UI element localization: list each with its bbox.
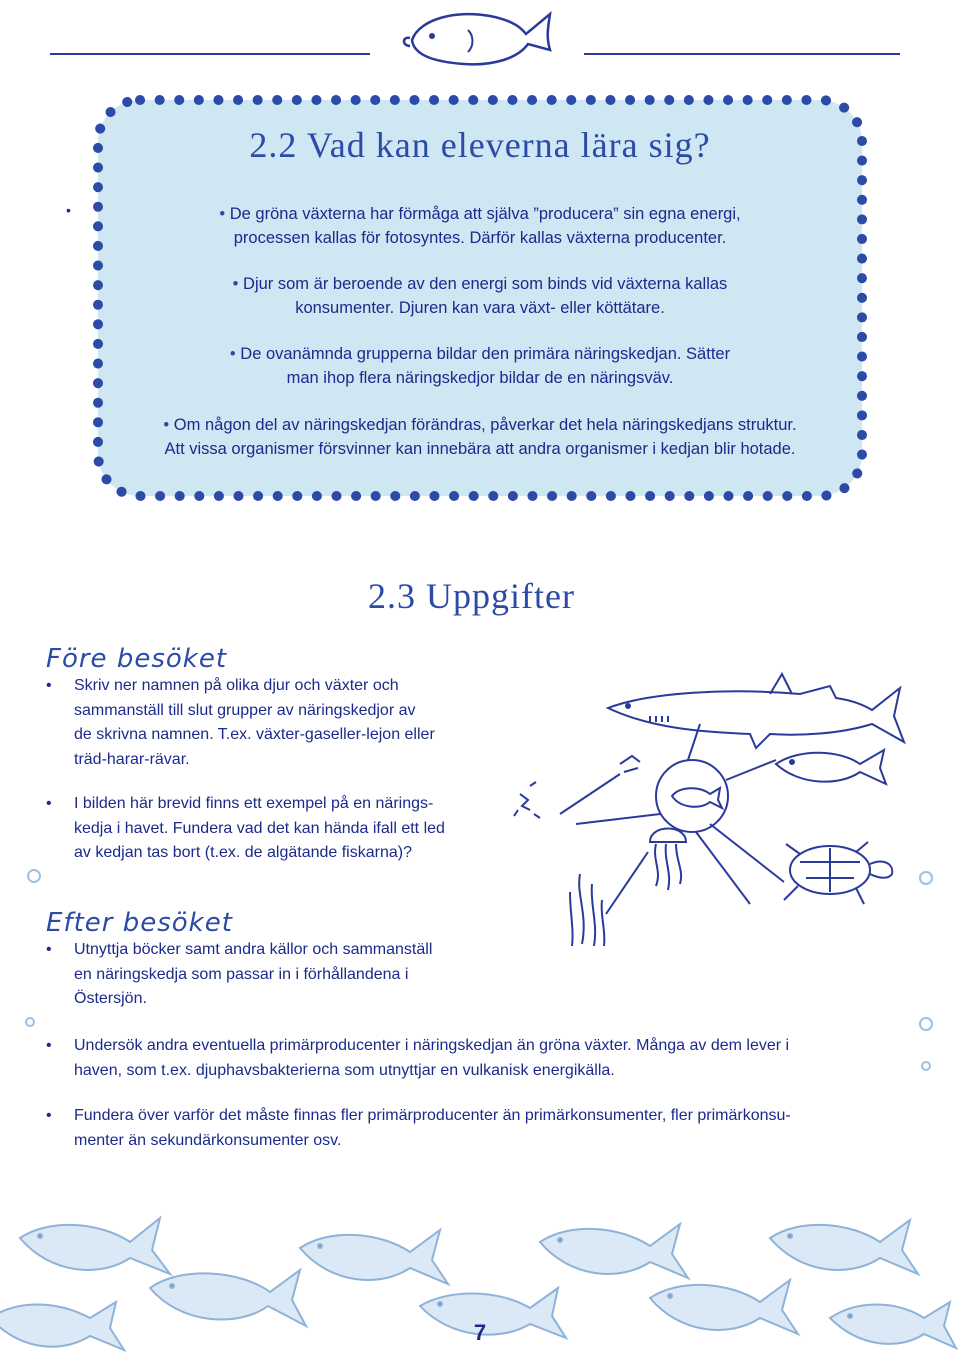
before-heading: Före besöket [46,644,228,674]
after-item-3-line-2: menter än sekundärkonsumenter osv. [74,1131,342,1149]
box-item-1-line-1: De gröna växterna har förmåga att själva ”producera” sin egna energi, [229,205,741,223]
before-item-1-line-1: Skriv ner namnen på olika djur och växter och [74,677,399,694]
box-item-3-line-1: De ovanämnda grupperna bildar den primära näringskedjan. Sätter [240,345,731,363]
box-item-4-line-1: Om någon del av näringskedjan förändras, påverkar det hela näringskedjans struktur. [173,416,797,434]
after-item-2-line-2: haven, som t.ex. djuphavsbakterierna som utnyttjar en vulkanisk energikälla. [74,1061,615,1079]
fish-icon [770,1220,918,1274]
bubble [920,1018,932,1030]
before-item-1-line-3: de skrivna namnen. T.ex. växter-gaseller-lejon eller [74,726,435,743]
after-heading: Efter besöket [46,908,233,938]
section-title: 2.3 Uppgifter [368,576,575,616]
after-item-1-line-1: Utnyttja böcker samt andra källor och sammanställ [74,941,433,958]
bullet: • [46,677,52,694]
fish-icon [300,1230,448,1284]
bullet: • [232,275,239,293]
before-item-2-line-2: kedja i havet. Fundera vad det kan hända ifall ett led [74,819,445,837]
after-item-2-line-1: Undersök andra eventuella primärproducenter i näringskedjan än gröna växter. Många av dem lever i [74,1037,790,1054]
stray-mark: • [66,202,71,218]
box-item-3-line-2: man ihop flera näringskedjor bildar de en näringsväv. [286,369,674,387]
bubble [922,1062,930,1070]
before-item-2-line-3: av kedjan tas bort (t.ex. de algätande fiskarna)? [74,844,412,861]
after-item-1-line-3: Östersjön. [74,990,147,1007]
bubble [28,870,40,882]
bullet: • [46,1037,52,1054]
before-item-1-line-2: sammanställ till slut grupper av näringskedjor av [74,701,416,719]
fish-icon [540,1224,688,1278]
box-item-1-line-2: processen kallas för fotosyntes. Därför kallas växterna producenter. [233,229,727,247]
box-title: 2.2 Vad kan eleverna lära sig? [249,125,711,165]
bullet: • [163,416,170,434]
box-item-4-line-2: Att vissa organismer försvinner kan innebära att andra organismer i kedjan blir hotade. [164,440,796,458]
bubble [26,1018,34,1026]
box-item-2-line-1: Djur som är beroende av den energi som binds vid växterna kallas [243,275,728,293]
bubble [920,872,932,884]
bullet: • [229,345,236,363]
bullet: • [46,1107,52,1124]
fish-icon [150,1270,306,1326]
after-item-1-line-2: en näringskedja som passar in i förhållandena i [74,965,409,983]
box-item-2-line-2: konsumenter. Djuren kan vara växt- eller köttätare. [295,299,665,317]
fish-icon [20,1218,170,1274]
after-item-3-line-1: Fundera över varför det måste finnas fler primärproducenter än primärkonsumenter, fler primärkonsu- [74,1107,791,1124]
bullet: • [46,941,52,958]
bullet: • [219,205,226,223]
before-item-1-line-4: träd-harar-rävar. [74,750,190,768]
page-number: 7 [473,1320,487,1345]
before-item-2-line-1: I bilden här brevid finns ett exempel på en närings- [74,795,434,812]
bullet: • [46,795,52,812]
